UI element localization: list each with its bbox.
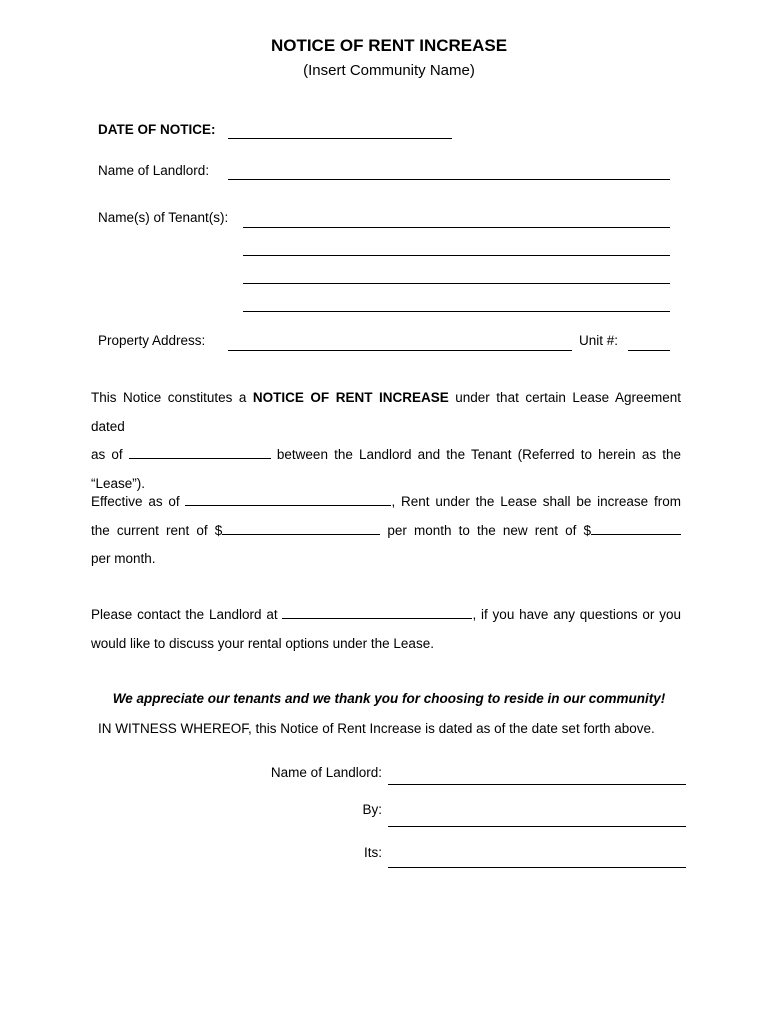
text: under that certain Lease Agreement dated (91, 390, 681, 434)
paragraph-line (91, 384, 681, 441)
paragraph-line (91, 441, 681, 470)
property-address-label: Property Address: (98, 333, 206, 348)
paragraph-line: would like to discuss your rental options under the Lease. (91, 635, 434, 651)
landlord-name-label: Name of Landlord: (98, 163, 210, 178)
signature-landlord-name-label: Name of Landlord: (270, 765, 382, 780)
new-rent-blank[interactable] (591, 520, 681, 535)
unit-field[interactable] (628, 350, 670, 351)
tenant-name-field-2[interactable] (243, 255, 670, 256)
contact-paragraph (91, 601, 681, 658)
effective-date-blank[interactable] (185, 491, 391, 506)
property-address-field[interactable] (228, 350, 572, 351)
landlord-contact-blank[interactable] (282, 604, 472, 619)
document-title: NOTICE OF RENT INCREASE (270, 36, 508, 55)
landlord-name-field[interactable] (228, 179, 670, 180)
paragraph-line: per month. (91, 551, 156, 566)
lease-date-blank[interactable] (129, 444, 271, 459)
unit-label: Unit #: (579, 333, 619, 348)
text: Please contact the Landlord at (91, 607, 283, 622)
signature-by-label: By: (362, 802, 382, 817)
signature-its-field[interactable] (388, 867, 686, 868)
text: , if you have any questions or you (472, 607, 681, 622)
tenant-names-label: Name(s) of Tenant(s): (98, 210, 229, 225)
date-of-notice-field[interactable] (228, 138, 452, 139)
text: the current rent of $ (91, 522, 223, 538)
text: , Rent under the Lease shall be increase from (391, 494, 681, 509)
tenant-name-field-1[interactable] (243, 227, 670, 228)
lease-notice-paragraph (91, 384, 681, 498)
community-name-placeholder: (Insert Community Name) (303, 62, 475, 79)
paragraph-line (91, 517, 681, 546)
notice-emphasis: NOTICE OF RENT INCREASE (252, 390, 449, 405)
paragraph-line: “Lease”). (91, 475, 146, 491)
signature-its-label: Its: (363, 845, 382, 860)
paragraph-line (91, 488, 681, 517)
rent-increase-paragraph (91, 488, 681, 574)
text: This Notice constitutes a (91, 390, 253, 405)
text: Effective as of (91, 494, 186, 509)
witness-statement: IN WITNESS WHEREOF, this Notice of Rent Increase is dated as of the date set forth above. (98, 721, 655, 736)
date-of-notice-label: DATE OF NOTICE: (98, 122, 216, 137)
text: as of (91, 447, 129, 462)
signature-by-field[interactable] (388, 826, 686, 827)
text: between the Landlord and the Tenant (Referred to herein as the (270, 447, 681, 462)
current-rent-blank[interactable] (222, 520, 380, 535)
signature-landlord-name-field[interactable] (388, 784, 686, 785)
tenant-name-field-4[interactable] (243, 311, 670, 312)
text: per month to the new rent of $ (380, 522, 591, 538)
tenant-name-field-3[interactable] (243, 283, 670, 284)
paragraph-line (91, 601, 681, 630)
appreciation-statement: We appreciate our tenants and we thank you for choosing to reside in our community! (112, 691, 666, 706)
